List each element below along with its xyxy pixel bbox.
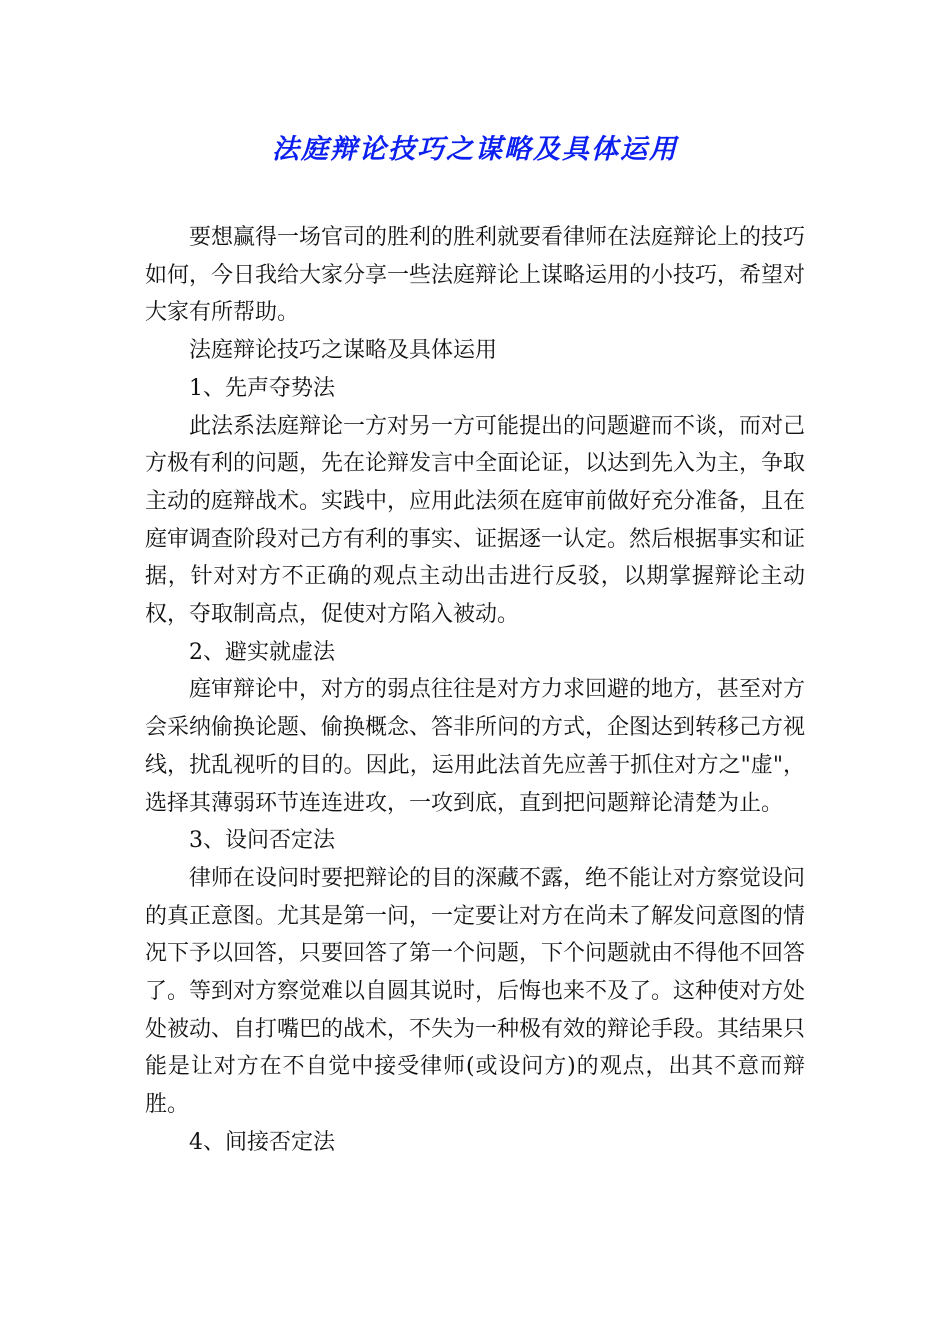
method-3-paragraph: 律师在设问时要把辩论的目的深藏不露，绝不能让对方察觉设问的真正意图。尤其是第一问，一定要让对方在尚未了解发问意图的情况下予以回答，只要回答了第一个问题，下个问题就由不得他不回答了。等到对方察觉难以自圆其说时，后悔也来不及了。这种使对方处处被动、自打嘴巴的战术，不失为一种极有效的辩论手段。其结果只能是让对方在不自觉中接受律师(或设问方)的观点，出其不意而辩胜。 bbox=[145, 865, 806, 1118]
method-3-heading: 3、设问否定法 bbox=[189, 828, 335, 854]
method-1-heading: 1、先声夺势法 bbox=[189, 375, 335, 401]
method-2-heading: 2、避实就虚法 bbox=[189, 639, 335, 665]
method-4-heading: 4、间接否定法 bbox=[189, 1129, 335, 1155]
section-heading: 法庭辩论技巧之谋略及具体运用 bbox=[189, 338, 498, 364]
method-2-paragraph: 庭审辩论中，对方的弱点往往是对方力求回避的地方，甚至对方会采纳偷换论题、偷换概念、答非所问的方式，企图达到转移己方视线，扰乱视听的目的。因此，运用此法首先应善于抓住对方之"虚"，选择其薄弱环节连连进攻，一攻到底，直到把问题辩论清楚为止。 bbox=[145, 677, 806, 816]
document-body bbox=[145, 219, 805, 1162]
intro-paragraph: 要想赢得一场官司的胜利的胜利就要看律师在法庭辩论上的技巧如何，今日我给大家分享一些法庭辩论上谋略运用的小技巧，希望对大家有所帮助。 bbox=[145, 225, 806, 326]
document-title: 法庭辩论技巧之谋略及具体运用 bbox=[272, 134, 678, 165]
method-1-paragraph: 此法系法庭辩论一方对另一方可能提出的问题避而不谈，而对己方极有利的问题，先在论辩发言中全面论证，以达到先入为主，争取主动的庭辩战术。实践中，应用此法须在庭审前做好充分准备，且在庭审调查阶段对己方有利的事实、证据逐一认定。然后根据事实和证据，针对对方不正确的观点主动出击进行反驳，以期掌握辩论主动权，夺取制高点，促使对方陷入被动。 bbox=[145, 413, 806, 628]
